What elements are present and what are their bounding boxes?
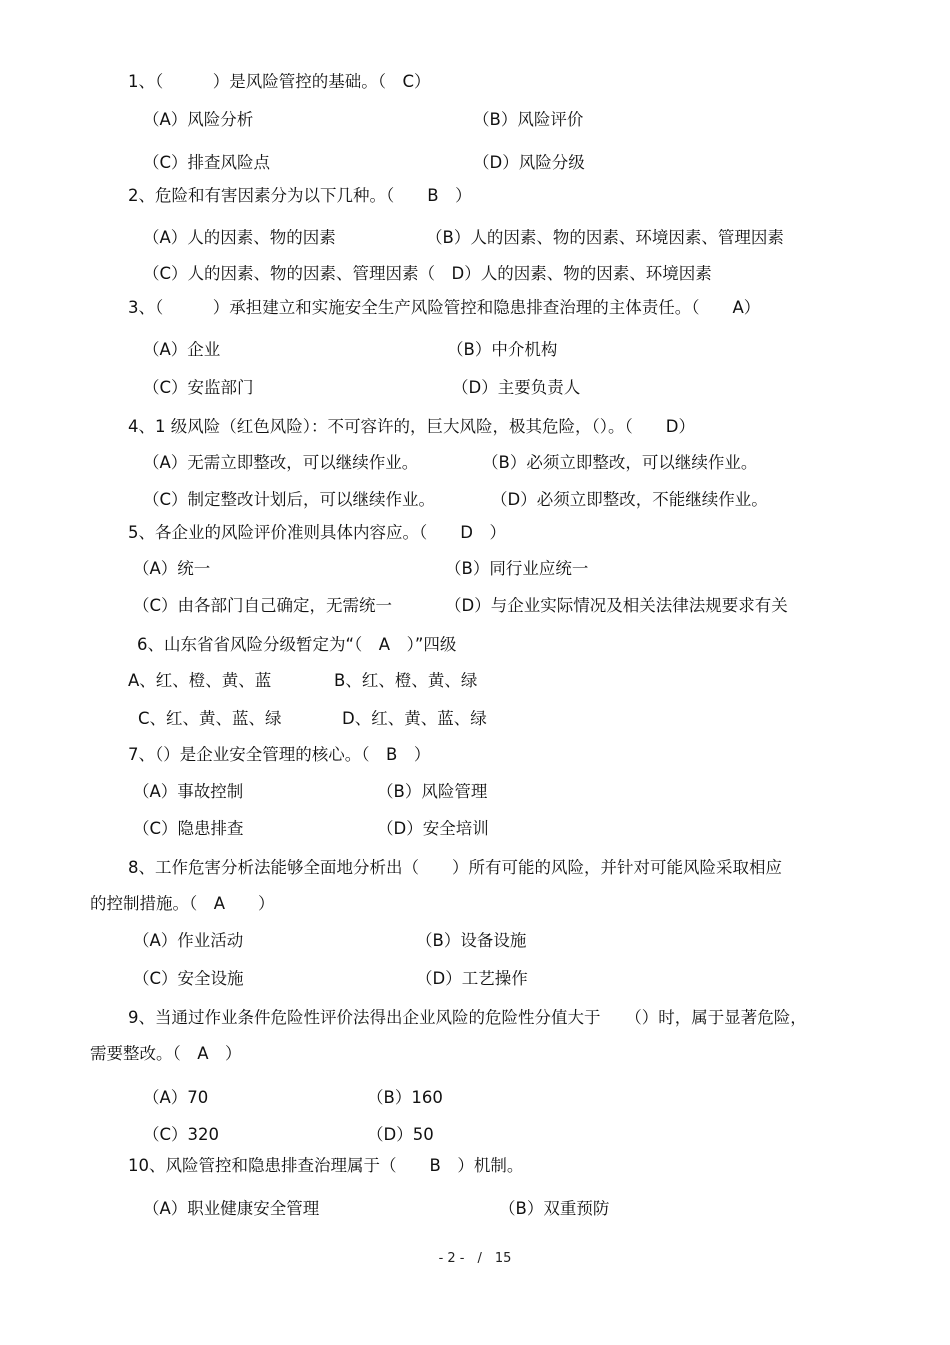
question-1: 1、（ ）是风险管控的基础。（ C） [128,72,431,91]
question-7-option-a: （A）事故控制 [133,782,244,801]
question-4-option-d: （D）必须立即整改，不能继续作业。 [491,490,768,509]
question-3-option-d: （D）主要负责人 [452,378,581,397]
question-6-option-d: D、红、黄、蓝、绿 [342,709,487,728]
page-number: - 2 - / 15 [438,1251,512,1266]
question-6: 6、山东省省风险分级暂定为“（ A ）”四级 [137,635,457,654]
question-5-option-b: （B）同行业应统一 [445,559,589,578]
question-5-option-a: （A）统一 [133,559,211,578]
question-8-option-d: （D）工艺操作 [416,969,528,988]
question-8-continuation: 的控制措施。（ A ） [90,894,275,913]
question-3-option-c: （C）安监部门 [143,378,254,397]
question-10: 10、风险管控和隐患排查治理属于（ B ）机制。 [128,1156,524,1175]
question-10-option-a: （A）职业健康安全管理 [143,1199,320,1218]
question-4-option-c: （C）制定整改计划后，可以继续作业。 [143,490,436,509]
question-6-option-c: C、红、黄、蓝、绿 [138,709,282,728]
question-7-option-b: （B）风险管理 [377,782,488,801]
question-7-option-d: （D）安全培训 [377,819,489,838]
question-7: 7、（）是企业安全管理的核心。（ B ） [128,745,431,764]
question-1-option-b: （B）风险评价 [473,110,584,129]
question-8-option-a: （A）作业活动 [133,931,244,950]
question-10-option-b: （B）双重预防 [499,1199,610,1218]
question-2-option-c-d: （C）人的因素、物的因素、管理因素（ D）人的因素、物的因素、环境因素 [143,264,712,283]
question-8-option-b: （B）设备设施 [416,931,527,950]
question-9-option-a: （A）70 [143,1088,209,1107]
question-7-option-c: （C）隐患排查 [133,819,244,838]
question-9-option-d: （D）50 [367,1125,434,1144]
question-4: 4、1 级风险（红色风险）：不可容许的，巨大风险，极其危险，（）。（ D） [128,417,695,436]
question-2-option-b: （B）人的因素、物的因素、环境因素、管理因素 [426,228,784,247]
question-6-option-b: B、红、橙、黄、绿 [334,671,478,690]
question-1-option-a: （A）风险分析 [143,110,254,129]
question-5-option-d: （D）与企业实际情况及相关法律法规要求有关 [445,596,788,615]
question-8-option-c: （C）安全设施 [133,969,244,988]
question-1-option-d: （D）风险分级 [473,153,585,172]
question-4-option-a: （A）无需立即整改，可以继续作业。 [143,453,419,472]
question-9-continuation: 需要整改。（ A ） [90,1044,242,1063]
question-4-option-b: （B）必须立即整改，可以继续作业。 [482,453,758,472]
question-2: 2、危险和有害因素分为以下几种。（ B ） [128,186,472,205]
question-3-option-a: （A）企业 [143,340,221,359]
question-9-option-b: （B）160 [367,1088,443,1107]
question-3: 3、（ ）承担建立和实施安全生产风险管控和隐患排查治理的主体责任。（ A） [128,298,761,317]
question-5: 5、各企业的风险评价准则具体内容应。（ D ） [128,523,506,542]
question-3-option-b: （B）中介机构 [447,340,558,359]
question-6-option-a: A、红、橙、黄、蓝 [128,671,272,690]
question-5-option-c: （C）由各部门自己确定，无需统一 [133,596,393,615]
question-1-option-c: （C）排查风险点 [143,153,271,172]
question-2-option-a: （A）人的因素、物的因素 [143,228,336,247]
question-8: 8、工作危害分析法能够全面地分析出（ ）所有可能的风险，并针对可能风险采取相应 [128,858,782,877]
question-9: 9、当通过作业条件危险性评价法得出企业风险的危险性分值大于 （）时，属于显著危险， [128,1008,807,1027]
question-9-option-c: （C）320 [143,1125,220,1144]
